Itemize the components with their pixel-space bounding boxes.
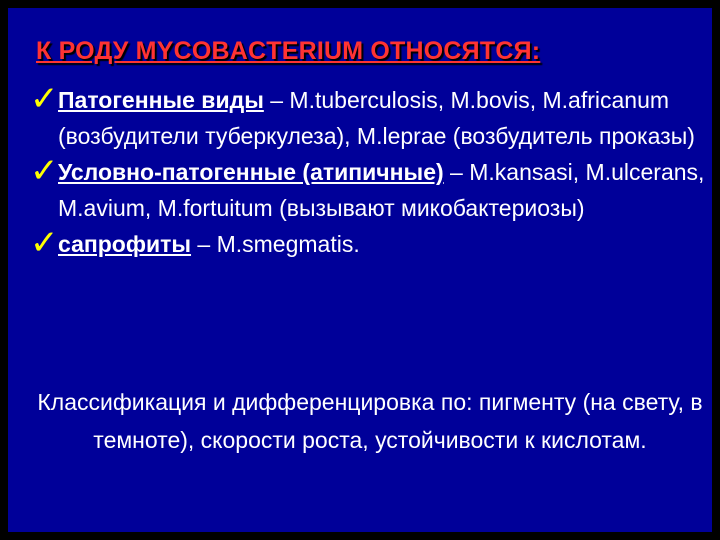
bullet-term: сапрофиты xyxy=(58,231,192,257)
bullet-text: – M.kansasi, M.ulcerans, M.avium, M.fortuitum (вызывают микобактериозы) xyxy=(58,159,705,221)
slide xyxy=(8,8,712,532)
checkmark-icon: ✓ xyxy=(30,79,59,119)
classification-note: Классификация и дифференцировка по: пигменту (на свету, в темноте), скорости роста, устойчивости к кислотам. xyxy=(37,389,703,453)
bullet-saprophytes xyxy=(30,223,712,263)
slide-title: К РОДУ MYCOBACTERIUM ОТНОСЯТСЯ: xyxy=(36,37,541,65)
checkmark-icon: ✓ xyxy=(30,151,59,191)
bullet-term: Условно-патогенные (атипичные) xyxy=(58,159,444,185)
bullet-text: – M.tuberculosis, M.bovis, M.africanum (возбудители туберкулеза), M.leprae (возбудитель проказы) xyxy=(58,87,695,149)
bullet-term: Патогенные виды xyxy=(58,87,264,113)
bullet-text: – M.smegmatis. xyxy=(191,231,360,257)
bullet-list xyxy=(30,79,712,263)
checkmark-icon: ✓ xyxy=(30,223,59,263)
bullet-conditionally-pathogenic xyxy=(30,151,712,226)
bullet-pathogenic xyxy=(30,79,712,154)
